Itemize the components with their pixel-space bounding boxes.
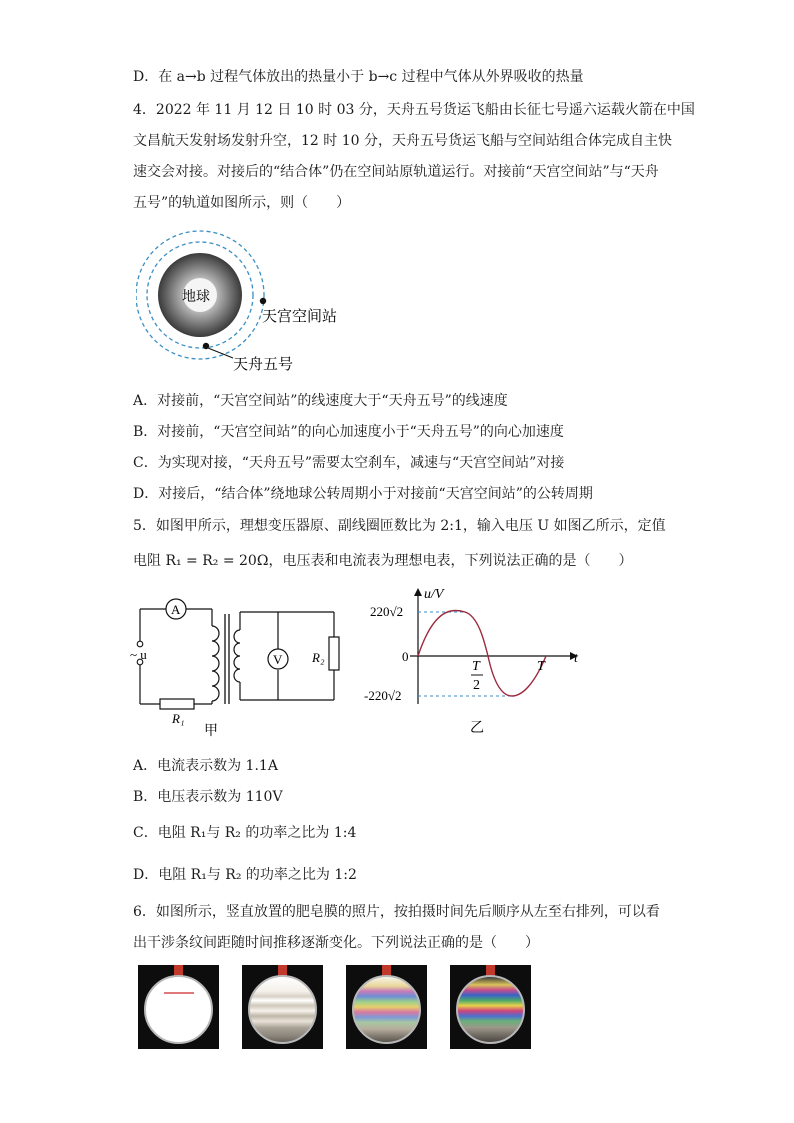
circuit-figure [128, 592, 354, 738]
q4-option-d: D．对接后，“结合体”绕地球公转周期小于对接前“天宫空间站”的公转周期 [133, 486, 593, 502]
circuit-caption: 甲 [204, 724, 218, 738]
soap-film-photo-4 [450, 965, 531, 1049]
soap-film-photo-1 [138, 965, 219, 1049]
voltmeter-label: V [273, 652, 283, 667]
q4-option-a: A．对接前，“天宫空间站”的线速度大于“天舟五号”的线速度 [133, 393, 508, 409]
orbit-diagram [136, 225, 376, 375]
half-period-numerator: T [472, 659, 480, 674]
q4-stem-line-4: 五号”的轨道如图所示，则（ ） [133, 195, 351, 211]
sine-curve [418, 610, 546, 696]
waveform-caption: 乙 [470, 721, 484, 736]
half-period-denominator: 2 [473, 678, 480, 693]
earth-label: 地球 [182, 290, 210, 305]
y-max-label: 220√2 [370, 604, 404, 619]
soap-film-photo-2 [242, 965, 323, 1049]
q5-stem-line-1: 5．如图甲所示，理想变压器原、副线圈匝数比为 2:1，输入电压 U 如图乙所示，定值 [133, 518, 666, 534]
transformer-circuit [128, 592, 354, 738]
q6-stem-line-2: 出干涉条纹间距随时间推移逐渐变化。下列说法正确的是（ ） [133, 935, 539, 951]
resistor-r2 [329, 637, 339, 670]
q4-stem-line-3: 速交会对接。对接后的“结合体”仍在空间站原轨道运行。对接前“天宫空间站”与“天舟 [133, 164, 659, 180]
ship-label: 天舟五号 [233, 357, 294, 373]
source-label: ~ u [130, 647, 147, 662]
soap-film-photo-3 [346, 965, 427, 1049]
station-dot [260, 298, 266, 304]
voltage-waveform [364, 584, 586, 736]
y-min-label: -220√2 [364, 688, 402, 703]
q4-option-c: C．为实现对接，“天舟五号”需要太空刹车，减速与“天宫空间站”对接 [133, 455, 565, 471]
q4-stem-line-2: 文昌航天发射场发射升空，12 时 10 分，天舟五号货运飞船与空间站组合体完成自主快 [133, 133, 672, 149]
q3-option-d: D．在 a→b 过程气体放出的热量小于 b→c 过程中气体从外界吸收的热量 [133, 69, 584, 85]
r2-label: R₂ [312, 650, 325, 665]
station-label: 天宫空间站 [262, 309, 338, 325]
r1-label: R₁ [172, 711, 185, 726]
x-axis-label: t [574, 651, 578, 666]
zero-label: 0 [402, 649, 409, 664]
period-label: T [537, 659, 545, 674]
q6-stem-line-1: 6．如图所示，竖直放置的肥皂膜的照片，按拍摄时间先后顺序从左至右排列，可以看 [133, 904, 660, 920]
orbit-figure [136, 225, 376, 375]
ammeter-label: A [171, 602, 181, 617]
q4-option-b: B．对接前，“天宫空间站”的向心加速度小于“天舟五号”的向心加速度 [133, 424, 564, 440]
y-axis-label: u/V [424, 587, 444, 602]
q5-option-a: A．电流表示数为 1.1A [133, 758, 278, 774]
q4-stem-line-1: 4．2022 年 11 月 12 日 10 时 03 分，天舟五号货运飞船由长征七号遥六运载火箭在中国 [133, 102, 695, 118]
resistor-r1 [160, 699, 194, 709]
q5-stem-line-2: 电阻 R₁ = R₂ = 20Ω，电压表和电流表为理想电表，下列说法正确的是（ ） [133, 553, 633, 569]
waveform-figure [364, 584, 586, 736]
q5-option-c: C．电阻 R₁与 R₂ 的功率之比为 1:4 [133, 825, 357, 841]
q5-option-b: B．电压表示数为 110V [133, 789, 283, 805]
q5-option-d: D．电阻 R₁与 R₂ 的功率之比为 1:2 [133, 867, 357, 883]
